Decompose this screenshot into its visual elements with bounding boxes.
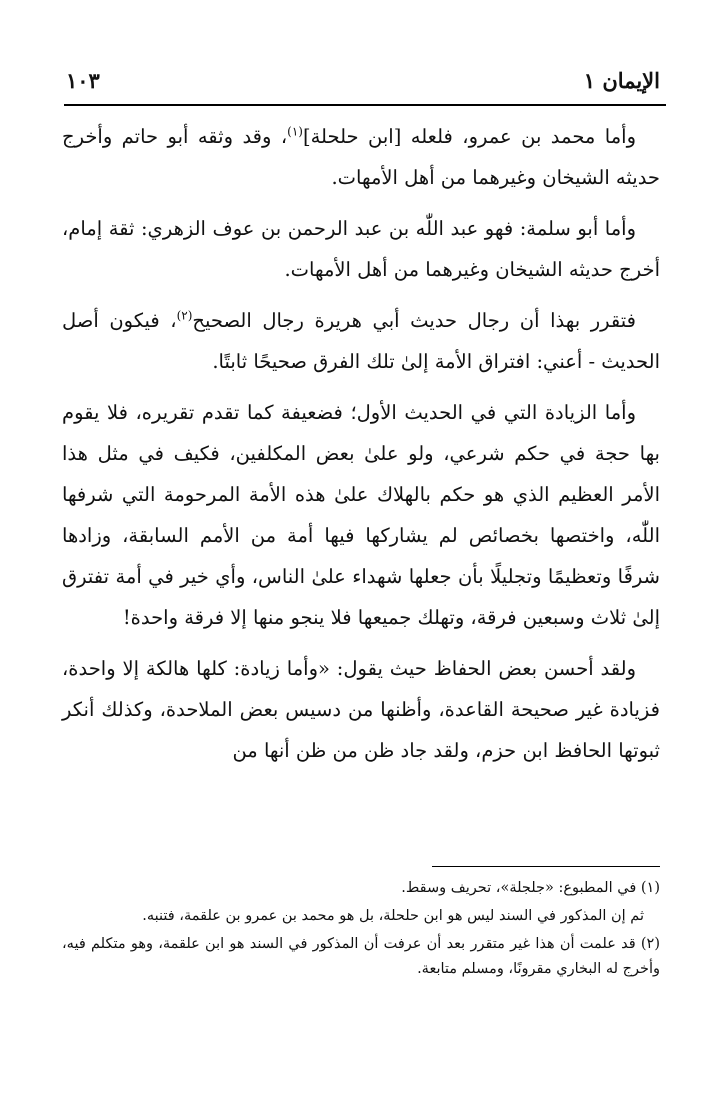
paragraph-2: وأما أبو سلمة: فهو عبد اللّٰه بن عبد الرحمن بن عوف الزهري: ثقة إمام، أخرج حديثه الشيخان وغيرهما من أهل الأمهات. — [62, 217, 660, 281]
footnote-ref-2[interactable]: (٢) — [176, 308, 193, 323]
footnote-ref-1[interactable]: (١) — [287, 124, 303, 139]
paragraph-5: ولقد أحسن بعض الحفاظ حيث يقول: «وأما زيادة: كلها هالكة إلا واحدة، فزيادة غير صحيحة القاعدة، وأظنها من دسيس بعض الملاحدة، وكذلك أنكر ثبوتها الحافظ ابن حزم، ولقد جاد ظن من ظن أنها من — [62, 657, 660, 762]
footnote-2: (٢) قد علمت أن هذا غير متقرر بعد أن عرفت أن المذكور في السند هو ابن علقمة، وهو متكلم فيه، وأخرج له البخاري مقرونًا، ومسلم متابعة. — [62, 936, 660, 977]
chapter-title: الإيمان ١ — [583, 67, 660, 93]
running-header — [66, 62, 660, 98]
footnotes — [62, 876, 660, 985]
footnote-separator — [432, 866, 660, 867]
paragraph-4: وأما الزيادة التي في الحديث الأول؛ فضعيفة كما تقدم تقريره، فلا يقوم بها حجة في حكم شرعي، ولو علىٰ بعض المكلفين، فكيف في مثل هذا الأمر العظيم الذي هو حكم بالهلاك علىٰ هذه الأمة المرحومة التي شرفها اللّٰه، واختصها بخصائص لم يشاركها فيها أمة من الأمم السابقة، وزادها شرفًا وتعظيمًا وتجليلًا بأن جعلها شهداء علىٰ الناس، وأي خير في أمة تفترق إلىٰ ثلاث وسبعين فرقة، وتهلك جميعها فلا ينجو منها إلا فرقة واحدة! — [62, 401, 660, 629]
paragraph-3: فتقرر بهذا أن رجال حديث أبي هريرة رجال الصحيح$^{(٢)}$، فيكون أصل الحديث - أعني: افتراق الأمة إلىٰ تلك الفرق صحيحًا ثابتًا. — [62, 308, 660, 373]
paragraph-1: وأما محمد بن عمرو، فلعله [ابن حلحلة]$^{(١)}$، وقد وثقه أبو حاتم وأخرج حديثه الشيخان وغيرهما من أهل الأمهات. — [62, 124, 660, 189]
footnote-1-continued: ثم إن المذكور في السند ليس هو ابن حلحلة، بل هو محمد بن عمرو بن علقمة، فتنبه. — [142, 908, 644, 924]
header-rule — [64, 104, 666, 106]
footnote-1: (١) في المطبوع: «جلجلة»، تحريف وسقط. — [401, 880, 660, 896]
page-number: ١٠٣ — [66, 67, 100, 93]
body-text — [62, 116, 660, 781]
